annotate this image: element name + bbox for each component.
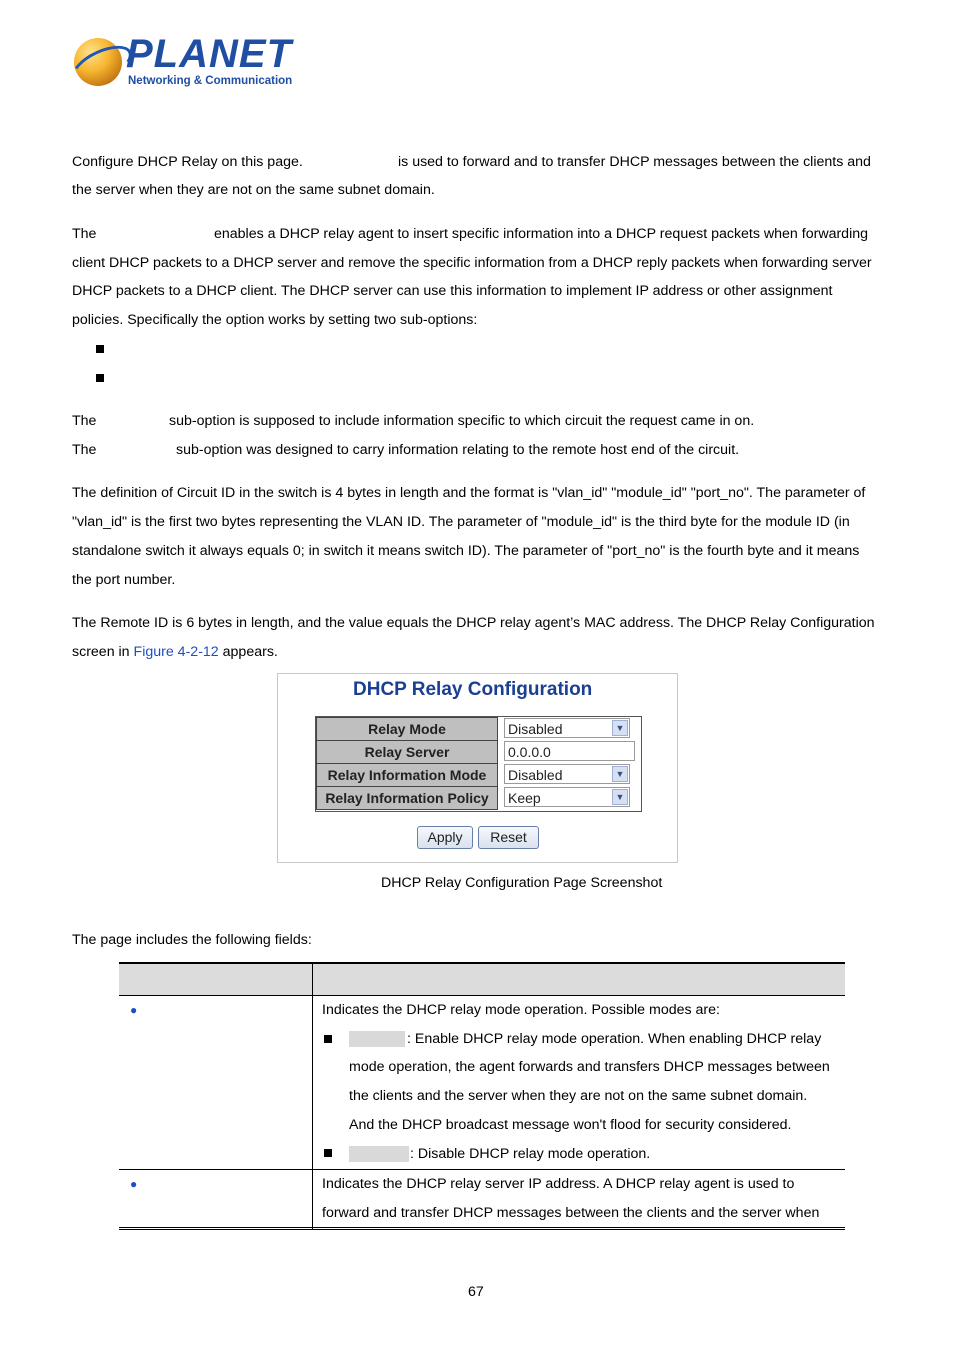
option-disabled-text: : Disable DHCP relay mode operation. xyxy=(410,1146,651,1162)
row2-description: Indicates the DHCP relay server IP address. A DHCP relay agent is used to xyxy=(322,1176,795,1192)
relay-information-mode-select[interactable] xyxy=(504,764,630,784)
body-text-fragment: appears. xyxy=(222,644,278,660)
table-rule xyxy=(119,962,845,964)
option-enabled-text: : Enable DHCP relay mode operation. When enabling DHCP relay xyxy=(407,1031,822,1047)
bullet-square-icon xyxy=(324,1149,332,1157)
relay-mode-select[interactable] xyxy=(504,718,630,738)
relay-information-policy-value: Keep xyxy=(508,790,541,806)
intro-text: the server when they are not on the same subnet domain. xyxy=(72,182,435,198)
relay-information-mode-label: Relay Information Mode xyxy=(316,763,498,787)
row1-description: Indicates the DHCP relay mode operation. Possible modes are: xyxy=(322,1002,720,1018)
body-text: The definition of Circuit ID in the switch is 4 bytes in length and the format is "vlan_id" "module_id" "port_no". The parameter of xyxy=(72,485,866,501)
row2-description: forward and transfer DHCP messages between the clients and the server when xyxy=(322,1205,820,1221)
apply-button[interactable]: Apply xyxy=(417,826,473,849)
row-bullet-icon: ● xyxy=(130,1003,138,1017)
body-text: DHCP packets to a DHCP client. The DHCP server can use this information to implement IP address or other assignment xyxy=(72,283,833,299)
option-placeholder xyxy=(349,1146,409,1162)
option-enabled-text: the clients and the server when they are not on the same subnet domain. xyxy=(349,1088,808,1104)
brand-wordmark: PLANET xyxy=(126,32,292,76)
body-text: sub-option was designed to carry information relating to the remote host end of the circuit. xyxy=(176,442,740,458)
body-text: the port number. xyxy=(72,572,176,588)
relay-config-table xyxy=(315,716,642,812)
relay-information-policy-label: Relay Information Policy xyxy=(316,786,498,810)
body-text: standalone switch it always equals 0; in switch it means switch ID). The parameter of "port_no" is the fourth byte and it means xyxy=(72,543,860,559)
relay-mode-label: Relay Mode xyxy=(316,717,498,741)
option-enabled-text: mode operation, the agent forwards and transfers DHCP messages between xyxy=(349,1059,830,1075)
body-text-fragment: screen in xyxy=(72,644,130,660)
intro-text: is used to forward and to transfer DHCP messages between the clients and xyxy=(398,154,871,170)
body-text: The xyxy=(72,226,97,242)
page-number: 67 xyxy=(468,1284,484,1300)
option-enabled-text: And the DHCP broadcast message won't flood for security considered. xyxy=(349,1117,792,1133)
relay-information-policy-select[interactable] xyxy=(504,787,630,807)
body-text: The xyxy=(72,413,97,429)
figure-caption: DHCP Relay Configuration Page Screenshot xyxy=(381,875,663,891)
intro-text: Configure DHCP Relay on this page. xyxy=(72,154,303,170)
brand-tagline: Networking & Communication xyxy=(128,75,293,87)
body-text: enables a DHCP relay agent to insert specific information into a DHCP request packets when forwarding xyxy=(214,226,869,242)
body-text: sub-option is supposed to include information specific to which circuit the request came in on. xyxy=(169,413,755,429)
table-rule xyxy=(119,1169,845,1170)
relay-information-mode-value: Disabled xyxy=(508,767,563,783)
reset-button[interactable]: Reset xyxy=(478,826,539,849)
panel-title: DHCP Relay Configuration xyxy=(353,679,593,700)
fields-table-header xyxy=(119,962,845,995)
bullet-square-icon xyxy=(96,345,104,353)
relay-server-label: Relay Server xyxy=(316,740,498,764)
screenshot-panel xyxy=(277,673,678,863)
body-text: client DHCP packets to a DHCP server and remove the specific information from a DHCP reply packets when forwarding server xyxy=(72,255,872,271)
body-text: "vlan_id" is the first two bytes representing the VLAN ID. The parameter of "module_id" is the third byte for the module ID (in xyxy=(72,514,850,530)
body-text: The xyxy=(72,442,97,458)
table-column-divider xyxy=(312,962,313,1229)
table-rule xyxy=(119,1227,845,1230)
relay-server-input[interactable]: 0.0.0.0 xyxy=(504,741,635,761)
relay-mode-value: Disabled xyxy=(508,721,563,737)
option-placeholder xyxy=(349,1031,405,1047)
body-text: The Remote ID is 6 bytes in length, and the value equals the DHCP relay agent’s MAC address. The DHCP Relay Configuration xyxy=(72,615,875,631)
body-text xyxy=(72,643,278,661)
bullet-square-icon xyxy=(324,1035,332,1043)
fields-intro: The page includes the following fields: xyxy=(72,932,312,948)
chevron-down-icon[interactable]: ▼ xyxy=(612,789,628,805)
figure-link[interactable]: Figure 4-2-12 xyxy=(133,644,219,660)
chevron-down-icon[interactable]: ▼ xyxy=(612,766,628,782)
table-rule xyxy=(119,995,845,996)
chevron-down-icon[interactable]: ▼ xyxy=(612,720,628,736)
bullet-square-icon xyxy=(96,374,104,382)
row-bullet-icon: ● xyxy=(130,1177,138,1191)
body-text: policies. Specifically the option works by setting two sub-options: xyxy=(72,312,478,328)
